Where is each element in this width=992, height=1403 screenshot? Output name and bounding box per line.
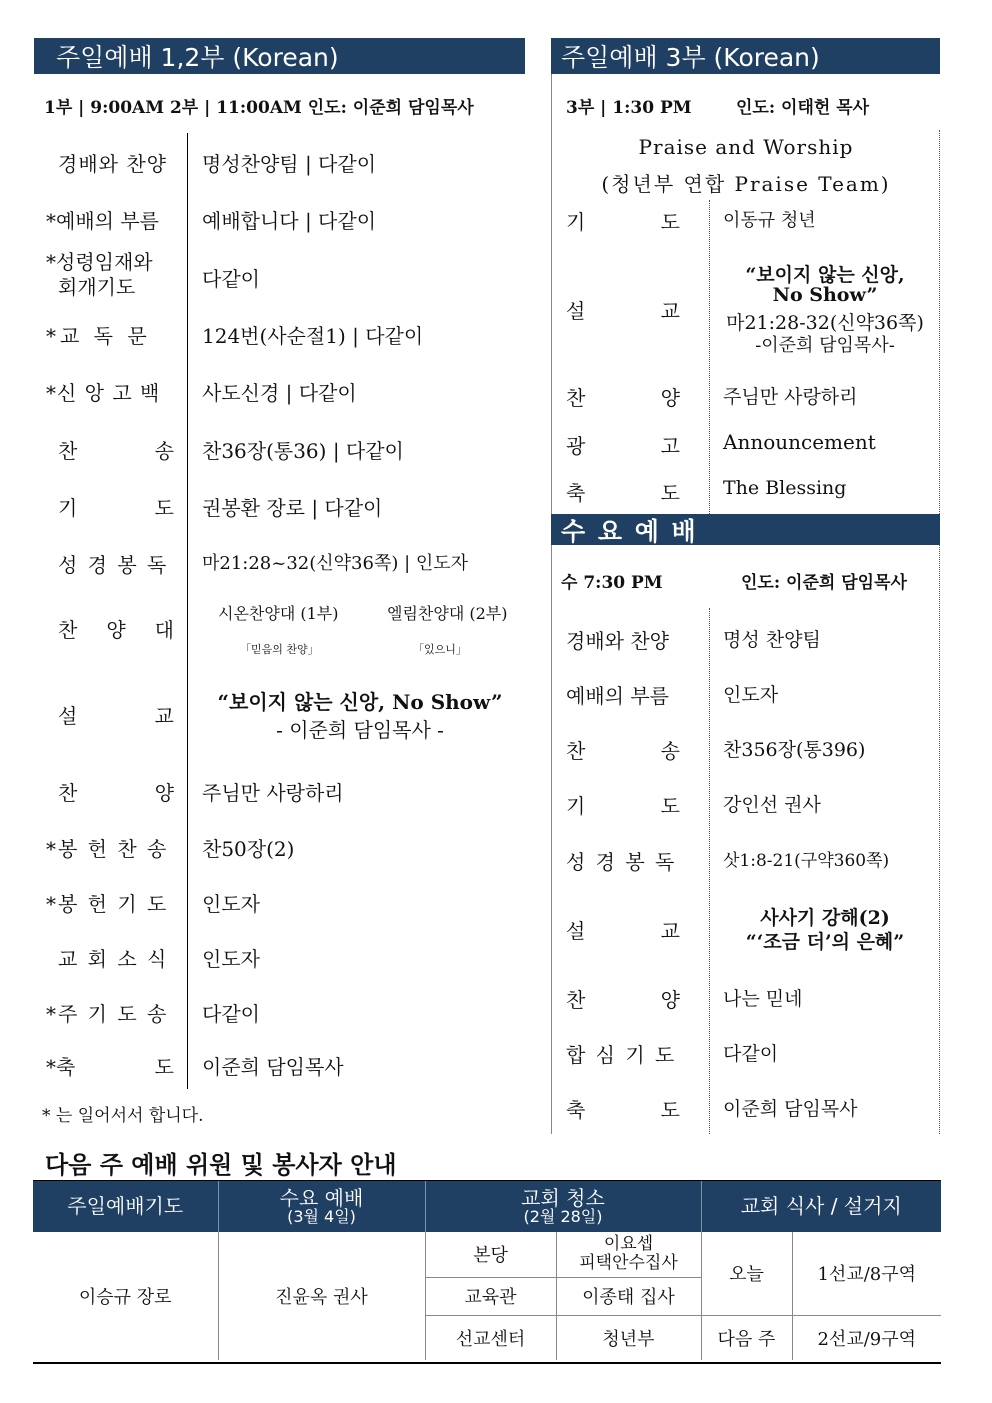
choir1-song: 「믿음의 찬양」 [240,643,319,656]
sermon-title: 사사기 강해(2) [760,907,890,929]
sermon-title: No Show” [772,284,878,306]
meal-who: 1선교/8구역 [792,1232,941,1315]
cleaning-place: 선교센터 [425,1315,556,1360]
order-value: 인도자 [202,892,260,916]
wednesday-right-border [939,545,940,1134]
meal-when: 다음 주 [701,1315,792,1360]
praise-team: (청년부 연합 Praise Team) [601,172,891,196]
order-value: 사도신경 | 다같이 [202,381,357,405]
order-value: 나는 믿네 [723,988,803,1010]
cleaning-person: 청년부 [556,1315,701,1360]
order-value: 명성찬양팀 | 다같이 [202,152,377,176]
order-label: 찬 송 [58,439,174,463]
order-value: 찬50장(2) [202,837,295,861]
order-label: 찬 양 [566,386,680,410]
cleaning-person-name: 이요셉 [603,1233,654,1254]
table-header-row [33,1181,941,1232]
meal-when: 오늘 [701,1232,792,1315]
order-value: 주님만 사랑하리 [202,781,344,805]
praise-title: Praise and Worship [638,135,854,159]
cleaning-place: 교육관 [425,1277,556,1315]
sunday3-left-border [551,74,552,1134]
order-label: 기 도 [566,210,680,234]
order-label: 설 교 [566,919,680,943]
order-label: *주 기 도 송 [46,1002,169,1026]
order-label: 기 도 [58,496,174,520]
order-value: Announcement [723,430,876,454]
order-value: 이동규 청년 [723,210,816,231]
choir1-name: 시온찬양대 (1부) [218,604,339,623]
sermon-preacher: -이준희 담임목사- [755,335,895,356]
order-value: 주님만 사랑하리 [723,386,858,408]
order-label: *예배의 부름 [46,209,159,233]
sunday3-header: 주일예배 3부 (Korean) [551,38,940,74]
order-value: 찬36장(통36) | 다같이 [202,439,404,463]
order-value: 이준희 담임목사 [723,1098,858,1120]
cleaning-place: 본당 [425,1232,556,1277]
order-label: 합 심 기 도 [566,1043,677,1067]
order-label: 경배와 찬양 [566,629,669,653]
wednesday-header: 수 요 예 배 [551,514,940,545]
header-wednesday [218,1181,425,1232]
order-value: 삿1:8-21(구약360쪽) [723,851,890,871]
order-value: 124번(사순절1) | 다같이 [202,324,424,348]
order-label: 교 회 소 식 [58,947,169,971]
order-label: *봉 헌 기 도 [46,892,169,916]
order-label [46,250,153,300]
prayer-person: 이승규 장로 [33,1232,218,1360]
order-value: 이준희 담임목사 [202,1055,344,1079]
order-value: 인도자 [202,947,260,971]
order-label: *축 도 [46,1055,174,1079]
order-value: 명성 찬양팀 [723,629,821,651]
order-label: 성 경 봉 독 [58,553,169,577]
order-value: 다같이 [723,1043,779,1065]
sunday3-time: 3부 | 1:30 PM [566,98,692,118]
sermon-subtitle: “‘조금 더’의 은혜” [745,931,905,953]
header-wednesday-label: 수요 예배 [279,1185,364,1210]
meal-who: 2선교/9구역 [792,1315,941,1360]
cleaning-person [556,1232,701,1277]
sunday12-header: 주일예배 1,2부 (Korean) [34,38,525,74]
cleaning-person: 이종태 집사 [556,1277,701,1315]
next-week-title: 다음 주 예배 위원 및 봉사자 안내 [45,1150,397,1179]
order-label: 기 도 [566,794,680,818]
table-bottom-rule [33,1362,941,1364]
order-value: 강인선 권사 [723,794,821,816]
order-label: *봉 헌 찬 송 [46,837,169,861]
order-label: 예배의 부름 [566,684,669,708]
order-label: 경배와 찬양 [58,152,167,176]
header-wednesday-date: (3월 4일) [287,1206,356,1226]
order-label: 축 도 [566,1098,680,1122]
standing-note: * 는 일어서서 합니다. [42,1106,204,1126]
order-label-line2: 회개기도 [58,275,136,299]
cleaning-person-title: 피택안수집사 [579,1253,678,1274]
wednesday-prayer-person: 진윤옥 권사 [218,1232,425,1360]
order-label: *신 앙 고 백 [46,381,161,405]
order-value: 다같이 [202,267,260,291]
order-label: 찬 양 [58,781,174,805]
header-meal: 교회 식사 / 설거지 [701,1181,941,1232]
sermon-title: “보이지 않는 신앙, [745,264,905,286]
table-row [33,1232,941,1277]
order-label: 설 교 [566,299,680,323]
sermon-scripture: 마21:28-32(신약36쪽) [726,312,924,334]
order-label: 찬 양 [566,988,680,1012]
sunday12-divider [187,133,188,1089]
order-value: 찬356장(통396) [723,739,866,761]
choir2-name: 엘림찬양대 (2부) [387,604,508,623]
order-label: 찬 양 대 [58,618,174,642]
header-cleaning [425,1181,701,1232]
wednesday-leader: 인도: 이준희 담임목사 [741,573,907,593]
sunday3-right-border [939,130,940,514]
volunteer-table [33,1181,941,1360]
order-value: 마21:28~32(신약36쪽) | 인도자 [202,553,469,574]
sunday3-leader: 인도: 이태헌 목사 [736,98,870,118]
header-cleaning-date: (2월 28일) [523,1206,603,1226]
order-value: The Blessing [723,477,847,499]
sunday3-divider [709,200,710,514]
header-prayer: 주일예배기도 [33,1181,218,1232]
order-label: 광 고 [566,434,680,458]
order-label: 축 도 [566,481,680,505]
order-value: 인도자 [723,684,779,706]
wednesday-time: 수 7:30 PM [561,573,663,593]
choir2-song: 「있으니」 [413,643,467,656]
order-value: 다같이 [202,1002,260,1026]
order-label: 설 교 [58,704,174,728]
order-value: 예배합니다 | 다같이 [202,209,377,233]
header-cleaning-label: 교회 청소 [521,1185,605,1210]
sermon-title: “보이지 않는 신앙, No Show” [217,690,503,714]
order-label: 찬 송 [566,739,680,763]
sunday12-times: 1부 | 9:00AM 2부 | 11:00AM 인도: 이준희 담임목사 [44,98,474,118]
order-label-line1: *성령임재와 [46,250,153,274]
sermon-preacher: - 이준희 담임목사 - [276,718,444,742]
order-value: 권봉환 장로 | 다같이 [202,496,383,520]
wednesday-divider [709,608,710,1134]
order-label: 성 경 봉 독 [566,850,677,874]
order-label: *교 독 문 [46,324,151,348]
